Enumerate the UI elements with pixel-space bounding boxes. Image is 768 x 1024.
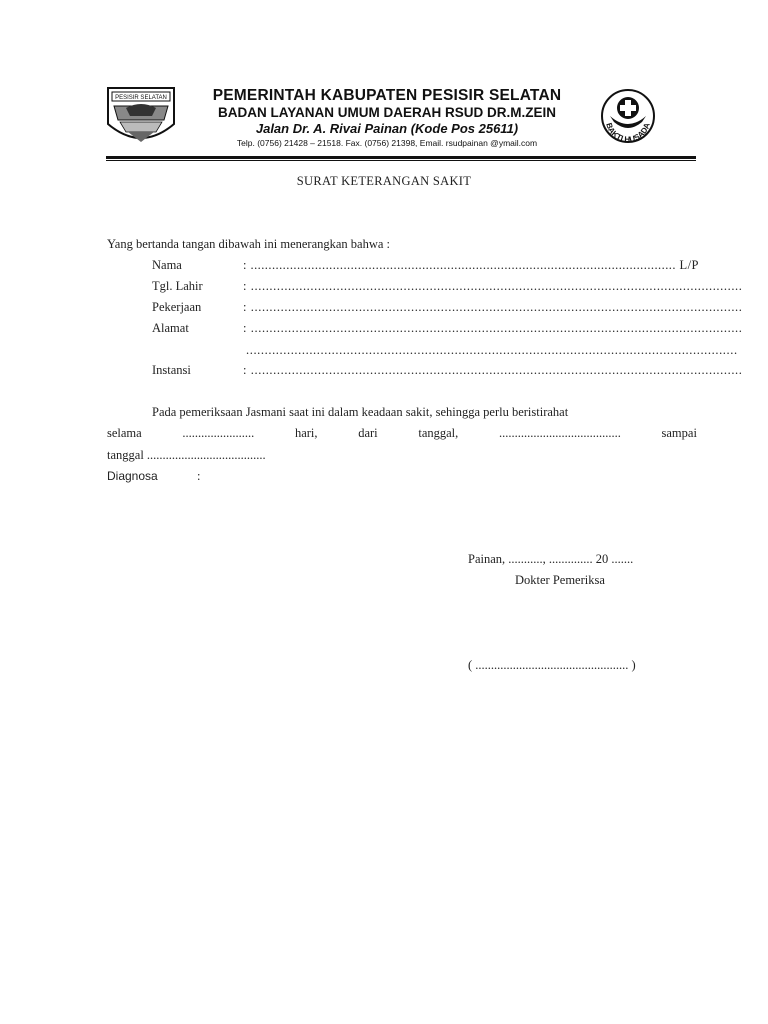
field-label-instansi: Instansi bbox=[152, 363, 191, 377]
hospital-contact: Telp. (0756) 21428 – 21518. Fax. (0756) 21398, Email. rsudpainan @ymail.com bbox=[236, 138, 538, 148]
word: tanggal, bbox=[418, 426, 459, 440]
field-label-tgl-lahir: Tgl. Lahir bbox=[152, 279, 203, 293]
field-alamat: : .................................................................................................................................... bbox=[243, 321, 743, 335]
header-rule bbox=[106, 156, 696, 159]
field-tgl-lahir: : .................................................................................................................................... bbox=[243, 279, 743, 293]
paragraph-line-2 bbox=[107, 425, 697, 441]
header-rule-thin bbox=[106, 160, 696, 161]
field-pekerjaan: : .................................................................................................................................... bbox=[243, 300, 743, 314]
letterhead-text bbox=[178, 86, 596, 149]
field-label-nama: Nama bbox=[152, 258, 182, 272]
field-label-alamat: Alamat bbox=[152, 321, 189, 335]
hospital-name: BADAN LAYANAN UMUM DAERAH RSUD DR.M.ZEIN bbox=[217, 105, 556, 120]
document-title: SURAT KETERANGAN SAKIT bbox=[296, 174, 472, 188]
word: hari, bbox=[294, 426, 318, 440]
blank-days: ....................... bbox=[182, 426, 255, 440]
letterhead bbox=[0, 0, 768, 170]
diagnosa-label: Diagnosa bbox=[107, 469, 158, 483]
hospital-address: Jalan Dr. A. Rivai Painan (Kode Pos 25611) bbox=[255, 121, 519, 136]
government-name: PEMERINTAH KABUPATEN PESISIR SELATAN bbox=[212, 87, 562, 104]
field-instansi: : .................................................................................................................................... bbox=[243, 363, 743, 377]
regency-emblem-icon bbox=[106, 86, 176, 146]
field-nama: : ....................................................................................................................... L/P bbox=[243, 258, 699, 272]
bakti-husada-logo-icon bbox=[598, 86, 658, 152]
field-alamat-line2: .................................................................................................................................... bbox=[246, 343, 738, 357]
diagnosa-colon: : bbox=[197, 469, 201, 483]
field-label-pekerjaan: Pekerjaan bbox=[152, 300, 202, 314]
word: selama bbox=[107, 426, 142, 440]
signature-name-line: ( ................................................. ) bbox=[468, 658, 636, 672]
word: sampai bbox=[661, 426, 697, 440]
signature-role: Dokter Pemeriksa bbox=[515, 573, 605, 587]
word: dari bbox=[358, 426, 378, 440]
paragraph-line-1: Pada pemeriksaan Jasmani saat ini dalam keadaan sakit, sehingga perlu beristirahat bbox=[152, 405, 569, 419]
paragraph-line-3: tanggal ...................................... bbox=[107, 448, 266, 462]
intro-text: Yang bertanda tangan dibawah ini menerangkan bahwa : bbox=[107, 237, 391, 251]
blank-start-date: ....................................... bbox=[498, 426, 621, 440]
logo-motto-text: BAKTI HUSADA bbox=[604, 121, 652, 145]
signature-place-date: Painan, ..........., .............. 20 ....... bbox=[468, 552, 634, 566]
emblem-text: PESISIR SELATAN bbox=[115, 95, 167, 101]
